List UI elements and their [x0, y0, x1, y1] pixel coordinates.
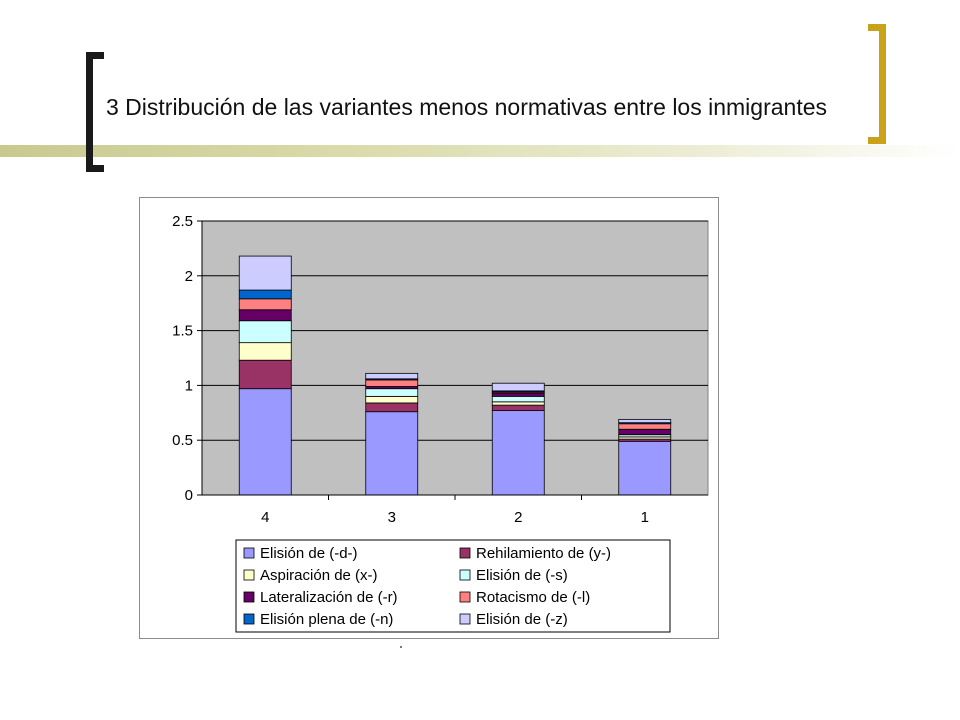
legend-label: Rehilamiento de (y-)	[476, 545, 612, 562]
bar-segment-4-cat-3	[366, 389, 418, 397]
y-tick-label: 2	[184, 267, 193, 285]
bar-segment-5-cat-2	[492, 393, 544, 396]
bar-segment-1-cat-2	[492, 411, 544, 495]
legend-swatch	[244, 592, 254, 602]
legend-label: Elisión de (-z)	[476, 611, 568, 628]
bar-segment-5-cat-1	[619, 429, 671, 434]
bar-segment-2-cat-2	[492, 405, 544, 410]
title-accent-line	[0, 145, 960, 157]
left-bracket-decoration	[86, 52, 104, 172]
legend-label: Elisión de (-d-)	[260, 545, 358, 562]
x-tick-label: 1	[640, 509, 649, 526]
bar-segment-1-cat-3	[366, 412, 418, 495]
bar-segment-2-cat-3	[366, 403, 418, 412]
bar-segment-7-cat-4	[239, 290, 291, 299]
y-tick-label: 2.5	[172, 213, 193, 230]
legend-swatch	[460, 548, 470, 558]
legend-swatch	[244, 548, 254, 558]
bar-segment-5-cat-4	[239, 310, 291, 321]
bar-segment-4-cat-4	[239, 321, 291, 343]
legend-label: Elisión plena de (-n)	[260, 611, 394, 628]
y-tick-label: 1.5	[172, 322, 193, 340]
x-tick-label: 2	[514, 509, 523, 526]
legend-label: Elisión de (-s)	[476, 567, 568, 584]
chart-frame	[139, 197, 719, 639]
bar-segment-1-cat-4	[239, 389, 291, 495]
bar-segment-6-cat-4	[239, 299, 291, 310]
y-tick-label: 1	[184, 377, 193, 395]
footer-dot	[400, 646, 402, 648]
legend-label: Rotacismo de (-l)	[476, 589, 591, 606]
bar-segment-3-cat-4	[239, 343, 291, 361]
legend-swatch	[460, 570, 470, 580]
bar-segment-3-cat-2	[492, 402, 544, 405]
bar-segment-6-cat-3	[366, 380, 418, 387]
x-tick-label: 4	[261, 509, 270, 526]
legend-swatch	[244, 614, 254, 624]
right-bracket-decoration	[868, 24, 886, 144]
y-tick-label: 0	[184, 487, 193, 504]
bar-segment-2-cat-4	[239, 360, 291, 388]
slide-title: 3 Distribución de las variantes menos normativas entre los inmigrantes	[106, 94, 827, 120]
bar-segment-6-cat-1	[619, 424, 671, 429]
bar-segment-8-cat-1	[619, 419, 671, 422]
y-tick-label: 0.5	[172, 432, 193, 450]
bar-segment-3-cat-3	[366, 396, 418, 403]
stacked-bar-chart	[140, 198, 718, 638]
legend-swatch	[460, 592, 470, 602]
legend-swatch	[244, 570, 254, 580]
bar-segment-8-cat-4	[239, 256, 291, 290]
bar-segment-4-cat-2	[492, 396, 544, 401]
bar-segment-8-cat-2	[492, 383, 544, 391]
legend-label: Aspiración de (x-)	[260, 567, 378, 584]
bar-segment-1-cat-1	[619, 441, 671, 495]
legend-label: Lateralización de (-r)	[260, 589, 398, 606]
bar-segment-8-cat-3	[366, 373, 418, 378]
legend-swatch	[460, 614, 470, 624]
x-tick-label: 3	[387, 509, 396, 526]
